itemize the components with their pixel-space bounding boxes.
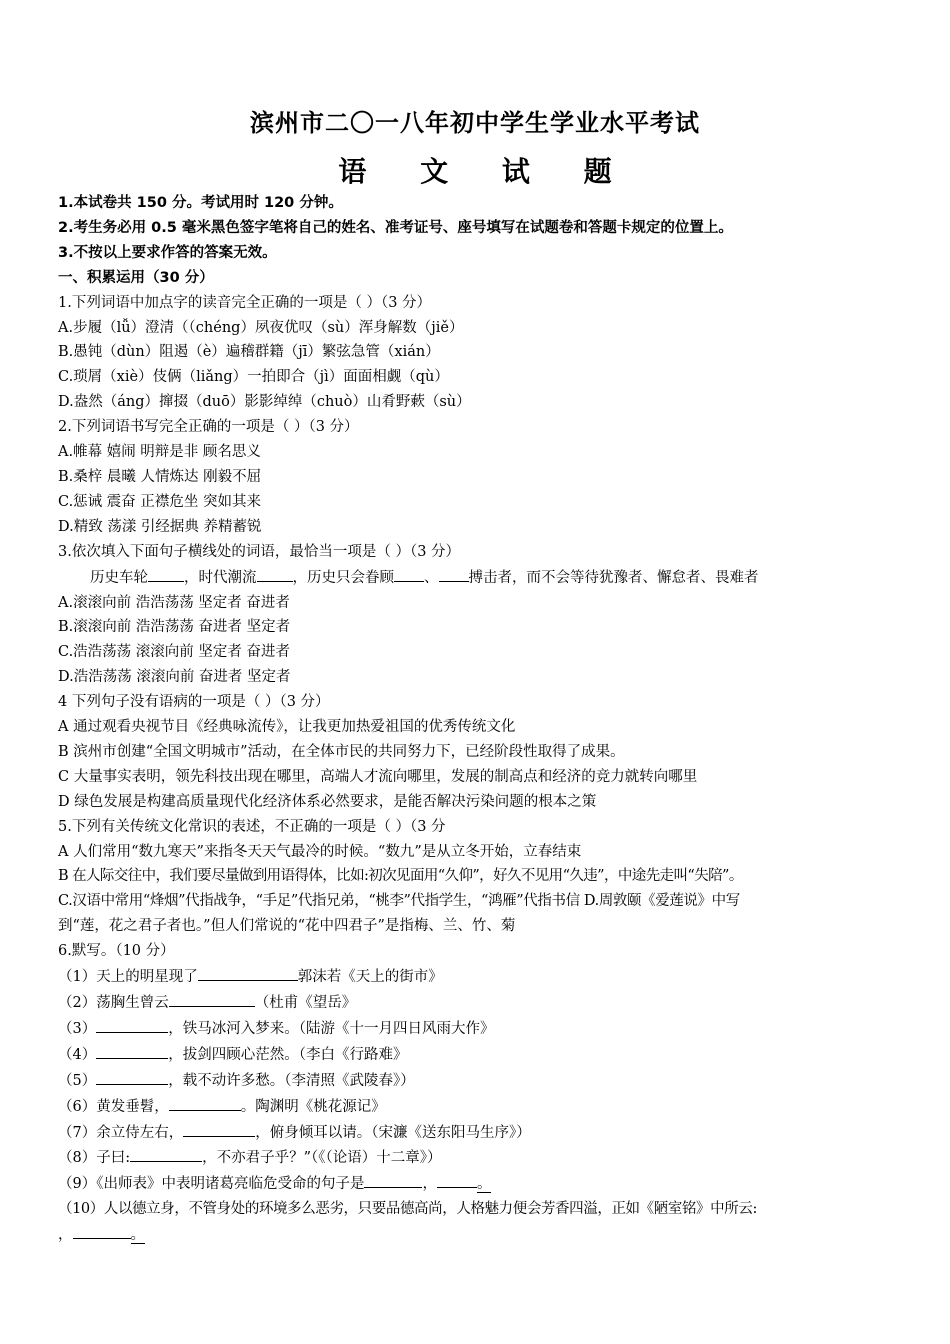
item-text: ，拔剑四顾心茫然。（李白《行路难》 xyxy=(168,1046,408,1063)
item-text: （8）子曰: xyxy=(58,1150,131,1167)
q3-stem: 3.依次填入下面句子横线处的词语，最恰当一项是（ ）（3 分） xyxy=(58,543,461,560)
instruction-1: 1.本试卷共 150 分。考试用时 120 分钟。 xyxy=(58,195,343,211)
fill-blank[interactable] xyxy=(169,1094,241,1111)
q2-option-d: D.精致 荡漾 引经据典 养精蓄锐 xyxy=(58,518,262,535)
q3-text-3: ，历史只会眷顾 xyxy=(292,569,394,586)
instruction-3: 3.不按以上要求作答的答案无效。 xyxy=(58,244,277,261)
item-text: （4） xyxy=(58,1046,97,1063)
q3-sentence xyxy=(58,565,908,591)
item-text: ，载不动许多愁。（李清照《武陵春》） xyxy=(168,1072,415,1089)
exam-title: 滨州市二〇一八年初中学生学业水平考试 xyxy=(250,109,700,137)
fill-blank[interactable] xyxy=(148,565,184,582)
item-text: ， xyxy=(422,1176,437,1193)
fill-blank[interactable] xyxy=(198,964,298,981)
dictation-item xyxy=(58,1016,908,1042)
q3-text-1: 历史车轮 xyxy=(90,569,148,586)
item-text: （3） xyxy=(58,1020,97,1037)
fill-blank[interactable] xyxy=(257,565,293,582)
dictation-item xyxy=(58,1145,908,1171)
item-text: 郭沫若《天上的街市》 xyxy=(297,969,443,986)
q1-option-d: D.盎然（áng）撺掇（duō）影影绰绰（chuò）山肴野蔌（sù） xyxy=(58,394,471,411)
item-text: （7）余立侍左右， xyxy=(58,1124,184,1141)
item-text: ，俯身倾耳以请。（宋濂《送东阳马生序》） xyxy=(255,1124,531,1141)
fill-blank[interactable] xyxy=(96,1068,168,1085)
fill-blank[interactable] xyxy=(439,565,469,582)
q3-text-5: 搏击者，而不会等待犹豫者、懈怠者、畏难者 xyxy=(468,569,759,586)
item-text: （杜甫《望岳》 xyxy=(254,995,357,1011)
dictation-item xyxy=(58,1042,908,1068)
q5-option-cd: C.汉语中常用“烽烟”代指战争，“手足”代指兄弟，“桃李”代指学生，“鸿雁”代指书信 D.周敦颐《爱莲说》中写 xyxy=(58,893,740,910)
q5-stem: 5.下列有关传统文化常识的表述，不正确的一项是（ ）（3 分 xyxy=(58,818,446,835)
q3-option-c: C.浩浩荡荡 滚滚向前 坚定者 奋进者 xyxy=(58,644,291,661)
q4-option-a: A 通过观看央视节目《经典咏流传》，让我更加热爱祖国的优秀传统文化 xyxy=(58,719,516,736)
q4-option-d: D 绿色发展是构建高质量现代化经济体系必然要求，是能否解决污染问题的根本之策 xyxy=(58,793,597,810)
fill-blank[interactable] xyxy=(73,1222,131,1239)
fill-blank[interactable] xyxy=(96,1016,168,1033)
q3-option-d: D.浩浩荡荡 滚滚向前 奋进者 坚定者 xyxy=(58,669,291,686)
q2-option-a: A.帷幕 嬉闹 明辩是非 顾名思义 xyxy=(58,444,261,461)
q3-text-2: ，时代潮流 xyxy=(184,569,257,586)
dictation-item xyxy=(58,1068,908,1094)
dictation-item xyxy=(58,1094,908,1120)
item-text: （2）荡胸生曾云 xyxy=(58,995,169,1011)
dictation-item-10-cont xyxy=(58,1222,908,1248)
dictation-item xyxy=(58,964,908,990)
q4-stem: 4 下列句子没有语病的一项是（ ）（3 分） xyxy=(58,694,330,711)
item-text: （9）《出师表》中表明诸葛亮临危受命的句子是 xyxy=(58,1176,365,1193)
subject-title: 语 文 试 题 xyxy=(338,155,634,188)
dictation-item xyxy=(58,990,908,1016)
q4-option-c: C 大量事实表明，领先科技出现在哪里，高端人才流向哪里，发展的制高点和经济的竞力就转向哪里 xyxy=(58,768,698,785)
instruction-2: 2.考生务必用 0.5 毫米黑色签字笔将自己的姓名、准考证号、座号填写在试题卷和答题卡规定的位置上。 xyxy=(58,219,733,236)
item-text: ，铁马冰河入梦来。（陆游《十一月四日风雨大作》 xyxy=(168,1020,495,1037)
dictation-item-10: （10）人以德立身，不管身处的环境多么恶劣，只要品德高尚，人格魅力便会芳香四溢，正如《陋室铭》中所云: xyxy=(58,1201,757,1218)
dictation-item xyxy=(58,1120,908,1146)
q1-option-a: A.步履（lǚ）澄清（（chéng）夙夜优叹（sù）浑身解数（jiě） xyxy=(58,319,464,336)
fill-blank[interactable] xyxy=(169,990,255,1007)
item-text: 。 xyxy=(130,1227,145,1244)
q1-stem: 1.下列词语中加点字的读音完全正确的一项是（ ）（3 分） xyxy=(58,294,432,311)
q1-option-c: C.琐屑（xiè）伎俩（liǎng）一拍即合（jì）面面相觑（qù） xyxy=(58,369,449,386)
fill-blank[interactable] xyxy=(394,565,424,582)
section-heading: 一、积累运用（30 分） xyxy=(58,269,214,286)
fill-blank[interactable] xyxy=(364,1171,422,1188)
fill-blank[interactable] xyxy=(183,1120,255,1137)
q3-option-a: A.滚滚向前 浩浩荡荡 坚定者 奋进者 xyxy=(58,594,290,611)
item-text: ，不亦君子乎？”（《（论语）十二章》） xyxy=(202,1150,442,1167)
item-text: （5） xyxy=(58,1072,97,1089)
q4-option-b: B 滨州市创建“全国文明城市”活动，在全体市民的共同努力下，已经阶段性取得了成果。 xyxy=(58,743,625,760)
dictation-item xyxy=(58,1171,908,1197)
item-text: ， xyxy=(58,1227,73,1244)
fill-blank[interactable] xyxy=(437,1171,477,1188)
fill-blank[interactable] xyxy=(96,1042,168,1059)
q2-stem: 2.下列词语书写完全正确的一项是（ ）（3 分） xyxy=(58,419,359,436)
q3-option-b: B.滚滚向前 浩浩荡荡 奋进者 坚定者 xyxy=(58,619,291,636)
q5-option-a: A 人们常用“数九寒天”来指冬天天气最冷的时候。“数九”是从立冬开始，立春结束 xyxy=(58,843,582,860)
q6-stem: 6.默写。（10 分） xyxy=(58,943,175,960)
q5-option-b: B 在人际交往中，我们要尽量做到用语得体，比如:初次见面用“久仰”，好久不见用“久违”，中途先走叫“失陪”。 xyxy=(58,868,743,885)
q2-option-b: B.桑梓 晨曦 人情炼达 刚毅不屈 xyxy=(58,468,262,485)
q3-text-4: 、 xyxy=(424,569,439,586)
item-text: （6）黄发垂髫， xyxy=(58,1098,169,1115)
exam-content xyxy=(58,191,908,1248)
item-text: 。陶渊明《桃花源记》 xyxy=(240,1098,386,1115)
q1-option-b: B.愚钝（dùn）阻遏（è）遍稽群籍（jī）繁弦急管（xián） xyxy=(58,344,440,361)
item-text: 。 xyxy=(476,1176,492,1193)
q2-option-c: C.惩诫 震奋 正襟危坐 突如其来 xyxy=(58,493,262,510)
fill-blank[interactable] xyxy=(130,1145,202,1162)
q5-option-d-cont: 到“莲，花之君子者也。”但人们常说的“花中四君子”是指梅、兰、竹、菊 xyxy=(58,918,516,935)
item-text: （1）天上的明星现了 xyxy=(58,969,198,986)
